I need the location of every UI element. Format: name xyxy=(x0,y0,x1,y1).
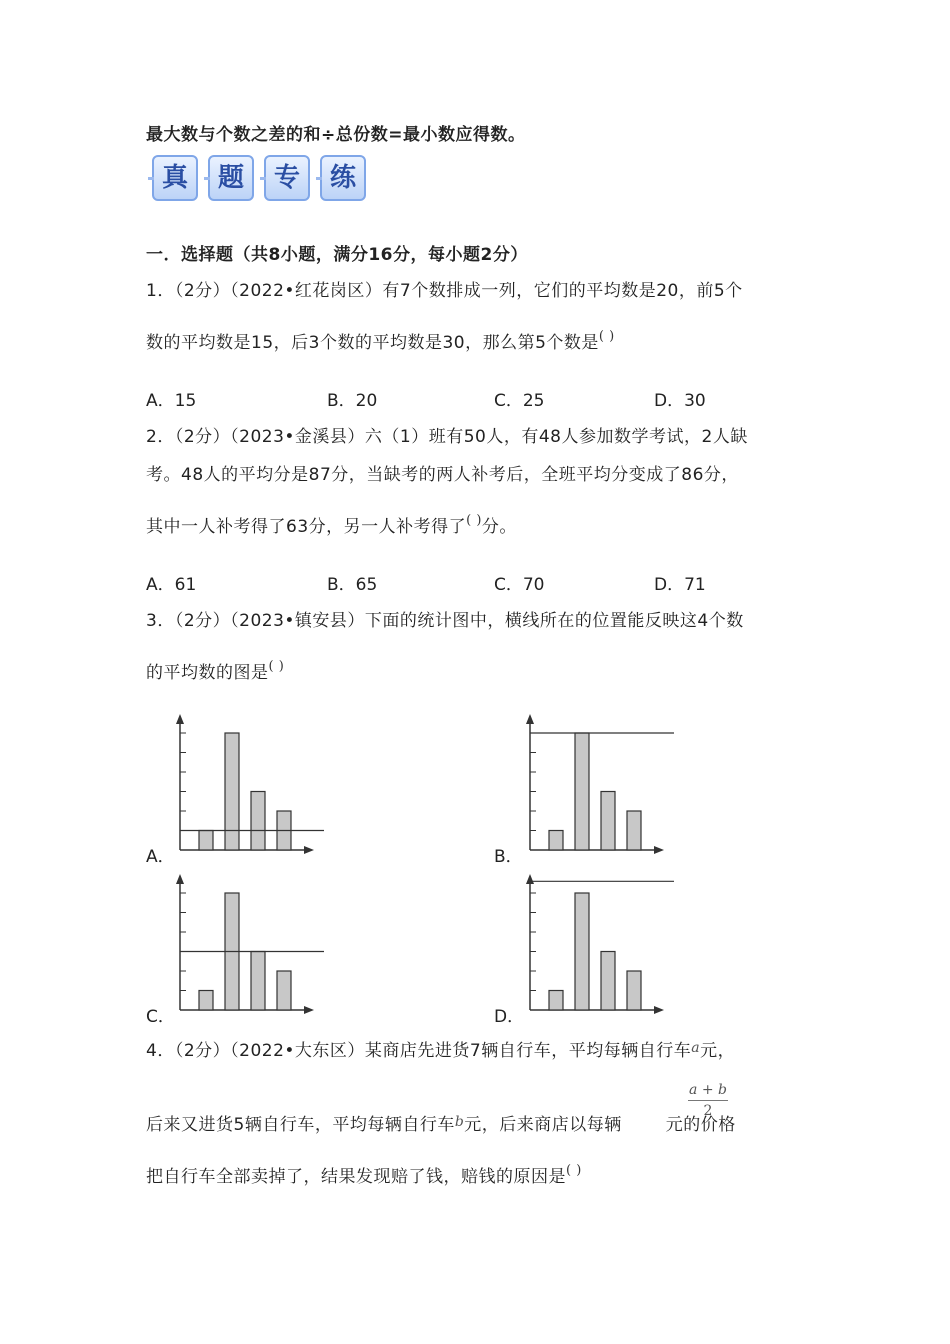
bar xyxy=(251,952,265,1011)
fraction-numerator: a + b xyxy=(688,1082,728,1101)
banner-char: 练 xyxy=(320,155,366,201)
q3-line1: 3．（2分）（2023•镇安县）下面的统计图中，横线所在的位置能反映这4个数 xyxy=(146,611,744,631)
q3-option-b-label: B． xyxy=(494,847,523,867)
bar-chart-a xyxy=(168,712,328,858)
x-axis-arrow xyxy=(304,846,314,854)
x-axis-arrow xyxy=(654,1006,664,1014)
fraction-a-plus-b-over-2 xyxy=(688,1082,728,1119)
bar xyxy=(575,893,589,1010)
bar xyxy=(627,971,641,1010)
q2-option-c: C．70 xyxy=(494,575,545,595)
bar xyxy=(627,811,641,850)
bar xyxy=(549,991,563,1011)
q1-option-d: D．30 xyxy=(654,391,706,411)
q1-option-c: C．25 xyxy=(494,391,545,411)
q4-text-end: 元， xyxy=(700,1041,736,1061)
q4-text-mid: 元，后来商店以每辆 xyxy=(464,1115,622,1135)
bar xyxy=(601,952,615,1011)
banner-zhenti-zhuanlian xyxy=(148,155,370,209)
answer-blank: ( ) xyxy=(566,1163,582,1178)
y-axis-arrow xyxy=(526,874,534,884)
banner-char: 专 xyxy=(264,155,310,201)
q2-option-b: B．65 xyxy=(327,575,378,595)
q3-line2 xyxy=(146,658,284,683)
q4-text: 把自行车全部卖掉了，结果发现赔了钱，赔钱的原因是 xyxy=(146,1167,566,1187)
intro-text: 最大数与个数之差的和÷总份数=最小数应得数。 xyxy=(146,125,526,145)
q2-line2: 考。48人的平均分是87分，当缺考的两人补考后，全班平均分变成了86分， xyxy=(146,465,739,485)
bar xyxy=(277,971,291,1010)
q3-option-d-label: D． xyxy=(494,1007,525,1027)
q4-line2 xyxy=(146,1110,736,1135)
answer-blank: ( ) xyxy=(466,513,482,528)
q1-option-b: B．20 xyxy=(327,391,378,411)
bar xyxy=(225,733,239,850)
section-heading: 一．选择题（共8小题，满分16分，每小题2分） xyxy=(146,245,528,265)
answer-blank: ( ) xyxy=(268,659,285,674)
q4-text: 后来又进货5辆自行车，平均每辆自行车 xyxy=(146,1115,455,1135)
q2-option-d: D．71 xyxy=(654,575,706,595)
q2-line1: 2．（2分）（2023•金溪县）六（1）班有50人，有48人参加数学考试，2人缺 xyxy=(146,427,748,447)
variable-a: a xyxy=(691,1040,701,1056)
answer-blank: ( ) xyxy=(598,329,615,344)
q3-text: 的平均数的图是 xyxy=(146,663,269,683)
banner-char: 题 xyxy=(208,155,254,201)
q4-text: 4．（2分）（2022•大东区）某商店先进货7辆自行车，平均每辆自行车 xyxy=(146,1041,692,1061)
q1-line2 xyxy=(146,328,615,353)
fraction-denominator: 2 xyxy=(703,1103,713,1119)
q2-text: 其中一人补考得了63分，另一人补考得了 xyxy=(146,517,467,537)
q3-option-c-label: C． xyxy=(146,1007,175,1027)
banner-char: 真 xyxy=(152,155,198,201)
bar-chart-d xyxy=(518,872,678,1018)
bar xyxy=(575,733,589,850)
q4-line1 xyxy=(146,1036,735,1061)
x-axis-arrow xyxy=(304,1006,314,1014)
bar xyxy=(199,831,213,851)
variable-b: b xyxy=(454,1114,465,1130)
q1-line1: 1．（2分）（2022•红花岗区）有7个数排成一列，它们的平均数是20，前5个 xyxy=(146,281,743,301)
q1-text: 数的平均数是15，后3个数的平均数是30，那么第5个数是 xyxy=(146,333,599,353)
bar xyxy=(199,991,213,1011)
bar xyxy=(601,792,615,851)
q2-option-a: A．61 xyxy=(146,575,197,595)
bar xyxy=(549,831,563,851)
q2-text-end: 分。 xyxy=(481,517,517,537)
q4-line3 xyxy=(146,1162,582,1187)
q4-text-end: 元的价格 xyxy=(665,1115,736,1135)
bar xyxy=(251,792,265,851)
q1-option-a: A．15 xyxy=(146,391,197,411)
y-axis-arrow xyxy=(176,714,184,724)
y-axis-arrow xyxy=(176,874,184,884)
bar-chart-c xyxy=(168,872,328,1018)
bar-chart-b xyxy=(518,712,678,858)
q2-line3 xyxy=(146,512,517,537)
q3-option-a-label: A． xyxy=(146,847,175,867)
x-axis-arrow xyxy=(654,846,664,854)
y-axis-arrow xyxy=(526,714,534,724)
